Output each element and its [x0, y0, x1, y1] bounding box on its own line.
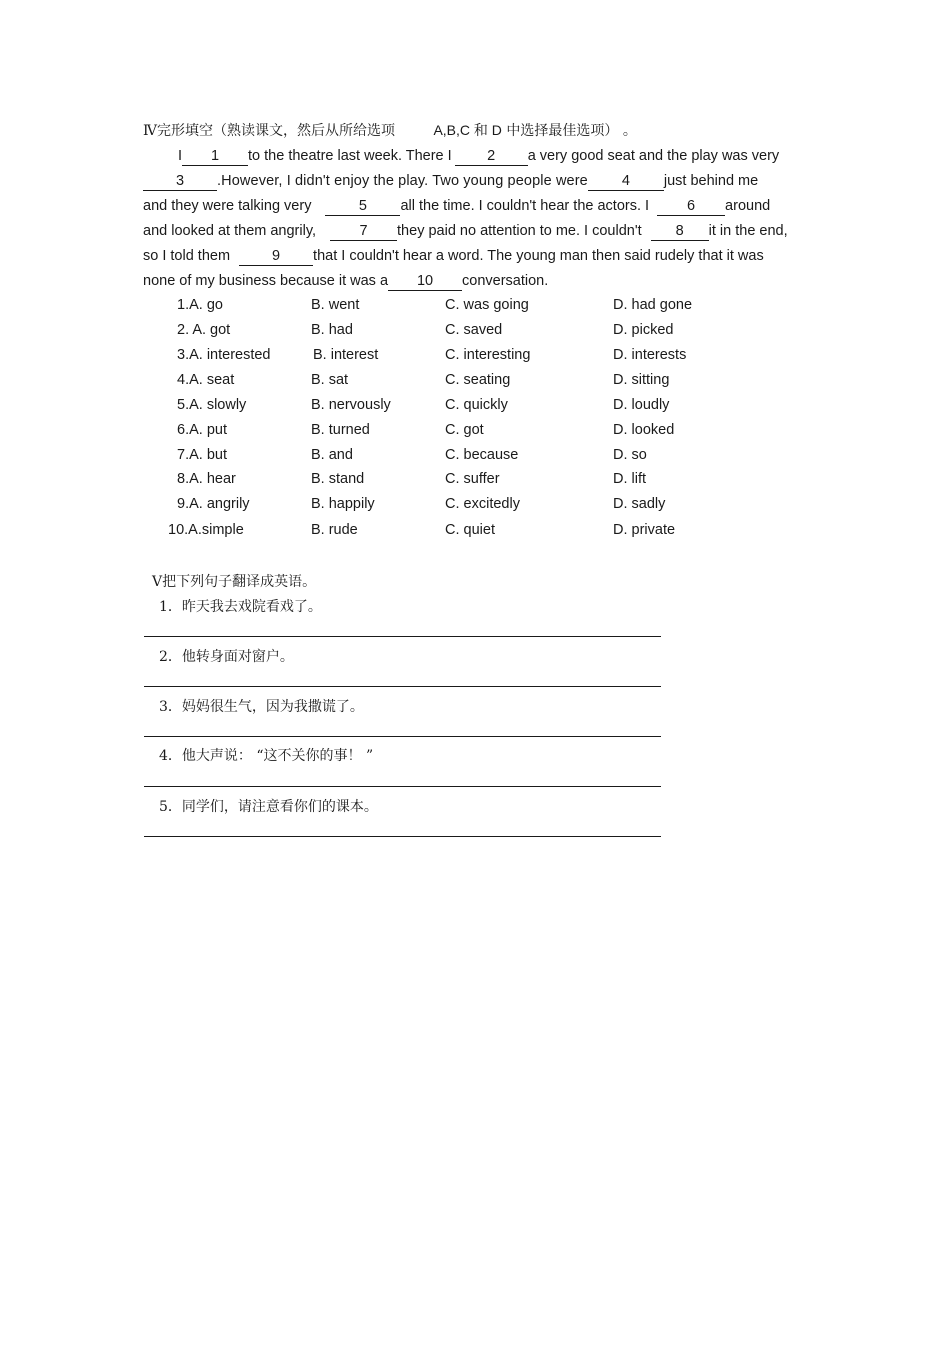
- passage-line-6: none of my business because it was a 10 conversation.: [143, 273, 549, 289]
- option-3-c: C. interesting: [445, 347, 531, 363]
- translation-item-1: 1．昨天我去戏院看戏了。: [159, 599, 322, 615]
- option-5-c: C. quickly: [445, 397, 508, 413]
- blank-9: 9: [239, 248, 313, 266]
- option-8-b: B. stand: [311, 471, 365, 487]
- blank-2: 2: [455, 148, 528, 166]
- option-8-a: 8.A. hear: [177, 471, 236, 487]
- option-7-d: D. so: [613, 447, 647, 463]
- translation-item-2: 2．他转身面对窗户。: [159, 649, 294, 665]
- blank-4: 4: [588, 173, 664, 191]
- option-2-a: 2. A. got: [177, 322, 231, 338]
- option-2-d: D. picked: [613, 322, 674, 338]
- option-3-d: D. interests: [613, 347, 687, 363]
- blank-6: 6: [657, 198, 725, 216]
- blank-5: 5: [325, 198, 400, 216]
- option-2-b: B. had: [311, 322, 353, 338]
- option-6-c: C. got: [445, 422, 484, 438]
- option-8-c: C. suffer: [445, 471, 500, 487]
- option-9-c: C. excitedly: [445, 496, 520, 512]
- option-5-a: 5.A. slowly: [177, 397, 247, 413]
- option-3-a: 3.A. interested: [177, 347, 271, 363]
- option-2-c: C. saved: [445, 322, 503, 338]
- section-iv-title-part2: 中选择最佳选项） 。: [506, 123, 637, 139]
- blank-7: 7: [330, 223, 397, 241]
- option-4-d: D. sitting: [613, 372, 670, 388]
- option-7-b: B. and: [311, 447, 353, 463]
- blank-1: 1: [182, 148, 248, 166]
- section-iv-title-part1: Ⅳ完形填空（熟读课文，然后从所给选项: [143, 123, 395, 139]
- option-1-b: B. went: [311, 297, 360, 313]
- blank-3: 3: [143, 173, 217, 191]
- option-7-c: C. because: [445, 447, 519, 463]
- option-4-a: 4.A. seat: [177, 372, 235, 388]
- passage-line-4: and looked at them angrily, 7 they paid no attention to me. I couldn't 8 it in the end,: [143, 223, 788, 239]
- option-8-d: D. lift: [613, 471, 647, 487]
- answer-line-3[interactable]: [144, 736, 661, 737]
- option-6-a: 6.A. put: [177, 422, 227, 438]
- section-iv-title-options: A,B,C 和 D: [433, 122, 502, 138]
- passage-line-2: 3 .However, I didn't enjoy the play. Two young people were 4 just behind me: [143, 169, 807, 194]
- option-6-d: D. looked: [613, 422, 675, 438]
- option-9-d: D. sadly: [613, 496, 666, 512]
- blank-10: 10: [388, 273, 462, 291]
- passage-line-1: I 1 to the theatre last week. There I 2 a very good seat and the play was very: [178, 148, 780, 164]
- option-1-a: 1.A. go: [177, 297, 223, 313]
- option-9-b: B. happily: [311, 496, 375, 512]
- option-4-c: C. seating: [445, 372, 511, 388]
- translation-item-4: 4．他大声说： “这不关你的事！ ”: [159, 748, 374, 764]
- section-v-title: Ⅴ把下列句子翻译成英语。: [152, 574, 317, 590]
- option-5-b: B. nervously: [311, 397, 391, 413]
- passage-line-3: and they were talking very 5 all the time. I couldn't hear the actors. I 6 around: [143, 198, 771, 214]
- answer-line-4[interactable]: [144, 786, 661, 787]
- option-1-c: C. was going: [445, 297, 529, 313]
- option-6-b: B. turned: [311, 422, 370, 438]
- section-iv-title: [143, 120, 637, 140]
- cloze-passage: [143, 144, 807, 294]
- option-7-a: 7.A. but: [177, 447, 227, 463]
- option-10-c: C. quiet: [445, 522, 495, 538]
- option-5-d: D. loudly: [613, 397, 670, 413]
- option-10-b: B. rude: [311, 522, 358, 538]
- option-3-b: B. interest: [313, 347, 379, 363]
- option-10-d: D. private: [613, 522, 676, 538]
- blank-8: 8: [651, 223, 709, 241]
- option-4-b: B. sat: [311, 372, 349, 388]
- option-10-a: 10.A.simple: [168, 522, 244, 538]
- answer-line-1[interactable]: [144, 636, 661, 637]
- option-1-d: D. had gone: [613, 297, 693, 313]
- option-9-a: 9.A. angrily: [177, 496, 250, 512]
- answer-line-5[interactable]: [144, 836, 661, 837]
- answer-line-2[interactable]: [144, 686, 661, 687]
- passage-line-5: so I told them 9 that I couldn't hear a word. The young man then said rudely that it was: [143, 248, 764, 264]
- translation-item-5: 5．同学们，请注意看你们的课本。: [159, 799, 378, 815]
- translation-item-3: 3．妈妈很生气，因为我撒谎了。: [159, 699, 364, 715]
